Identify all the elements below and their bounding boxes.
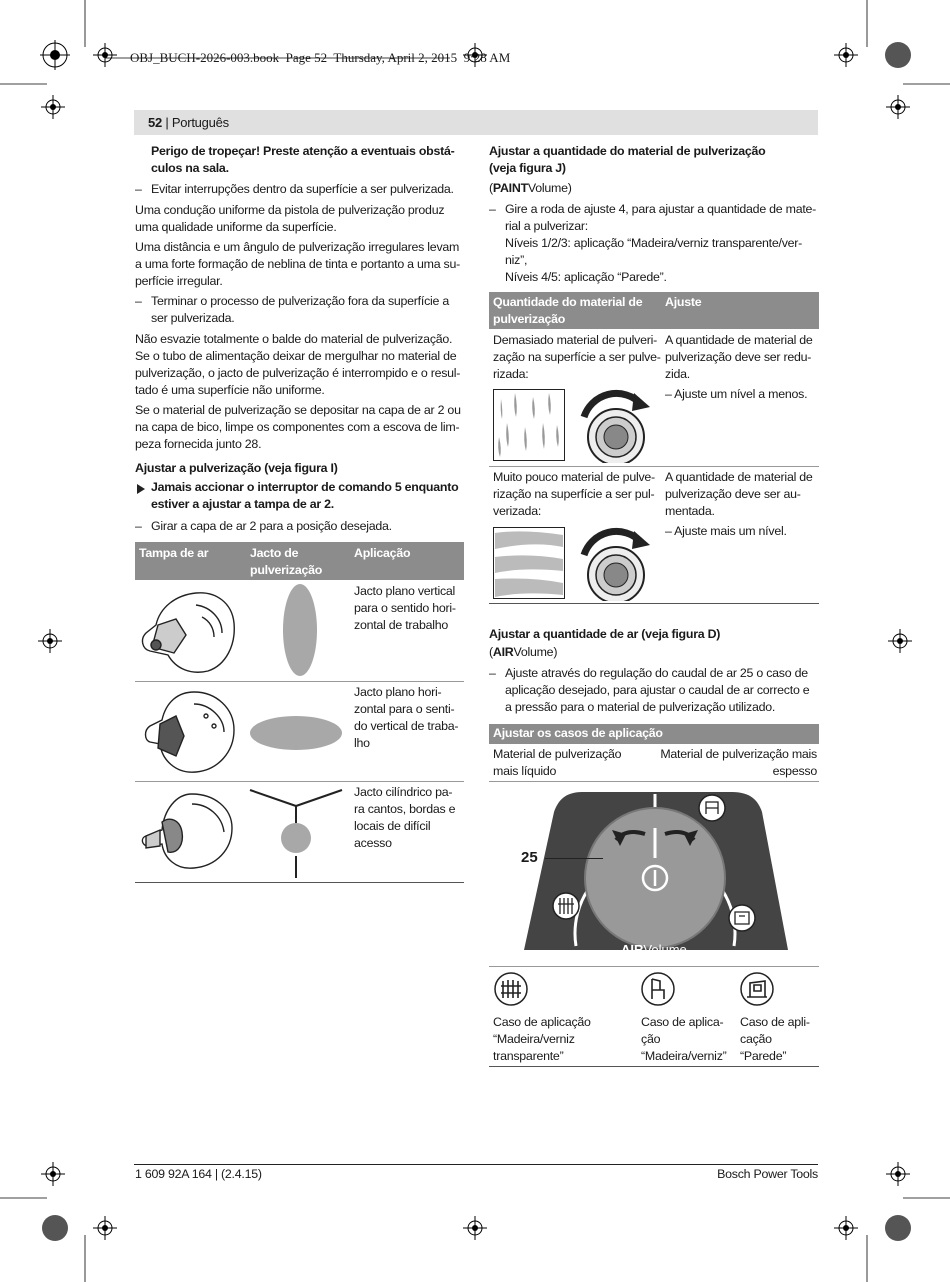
dash-item-r2-text: Ajuste através do regulação do caudal de ar 25 o caso de aplicação desejado, para ajustar o caudal de ar correcto e a pressão para o material de pulverização utilizado. xyxy=(505,666,810,714)
table-row-3-text: Jacto cilíndrico pa- ra cantos, bordas e locais de difícil acesso xyxy=(354,785,456,850)
paint-row-2-left: Muito pouco material de pulve- rização na superfície a ser pul- verizada: xyxy=(493,470,655,518)
spray-pattern-vertical-icon xyxy=(280,583,320,678)
air-cap-round-icon xyxy=(136,786,240,878)
adjust-wheel-increase-icon xyxy=(576,525,656,601)
dial-label-number: 25 xyxy=(521,849,538,866)
spray-pattern-horizontal-icon xyxy=(248,713,344,753)
para-2: Uma distância e um ângulo de pulverização irregulares levam a uma forte formação de neblina de tinta e portanto a uma su- perfície irregular. xyxy=(135,240,461,288)
row-divider xyxy=(489,781,819,782)
dash-item-3: – xyxy=(135,519,142,533)
para-4: Se o material de pulverização se depositar na capa de ar 2 ou na capa de bico, limpe os componentes com a escova de lim- peza fornecida junto 28. xyxy=(135,403,461,451)
chair-icon xyxy=(640,971,676,1007)
air-cap-vertical-icon xyxy=(136,585,240,677)
adjust-wheel-decrease-icon xyxy=(576,387,656,463)
thinner-material-label: Material de pulverização mais líquido xyxy=(493,747,622,778)
page-header xyxy=(148,114,229,131)
row-divider xyxy=(489,466,819,467)
page-header-bar xyxy=(134,110,818,135)
air-volume-label: (AIRVolume) xyxy=(489,645,558,659)
table-bottom-rule xyxy=(489,1066,819,1067)
dash-item-r1: – xyxy=(489,202,496,216)
table-row-2-text: Jacto plano hori- zontal para o senti- do vertical de traba- lho xyxy=(354,685,459,750)
air-cases-header: Ajustar os casos de aplicação xyxy=(489,724,819,744)
section-heading-air-volume: Ajustar a quantidade de ar (veja figura D) xyxy=(489,627,721,641)
page-number: 52 xyxy=(148,115,162,130)
dash-item-2-text: Terminar o processo de pulverização fora da superfície a ser pulverizada. xyxy=(151,294,449,325)
header-language: Português xyxy=(171,115,229,130)
fence-icon xyxy=(493,971,529,1007)
paint-drips-illustration xyxy=(493,389,565,461)
thicker-material-label: Material de pulverização mais espesso xyxy=(660,747,817,778)
arrow-bullet-icon xyxy=(137,484,145,494)
dash-item-r1-text: Gire a roda de ajuste 4, para ajustar a quantidade de mate- rial a pulverizar: Níveis 1/2/3: aplicação “Madeira/verniz transparente/ver- niz”, Níveis 4/5: aplicação “Parede”. xyxy=(505,202,817,284)
paint-row-2-dash: – Ajuste mais um nível. xyxy=(665,524,787,538)
para-1: Uma condução uniforme da pistola de pulverização produz uma qualidade uniforme da superfície. xyxy=(135,203,445,234)
dash-item-2: – xyxy=(135,294,142,308)
air-cap-horizontal-icon xyxy=(136,686,240,778)
footer-rule xyxy=(134,1164,818,1165)
slug-line: OBJ_BUCH-2026-003.book Page 52 Thursday, April 2, 2015 9:28 AM xyxy=(130,50,511,65)
row-divider xyxy=(135,781,464,782)
arrow-warning: Jamais accionar o interruptor de comando 5 enquanto estiver a ajustar a tampa de ar 2. xyxy=(151,480,459,511)
footer-brand: Bosch Power Tools xyxy=(717,1167,818,1181)
spray-pattern-round-icon xyxy=(248,788,344,880)
table-bottom-rule xyxy=(489,603,819,604)
wall-icon xyxy=(739,971,775,1007)
section-heading-paint-volume: Ajustar a quantidade do material de pulverização (veja figura J) xyxy=(489,144,766,175)
dash-item-3-text: Girar a capa de ar 2 para a posição desejada. xyxy=(151,519,392,533)
paint-volume-label: (PAINTVolume) xyxy=(489,181,572,195)
header-sep: | xyxy=(165,115,172,130)
case-wood-varnish: Caso de aplica- ção “Madeira/verniz” xyxy=(641,1015,727,1063)
thin-coat-illustration xyxy=(493,527,565,599)
dash-item-1-text: Evitar interrupções dentro da superfície a ser pulverizada. xyxy=(151,182,454,196)
table-bottom-rule xyxy=(135,882,464,883)
case-wall: Caso de apli- cação “Parede” xyxy=(740,1015,810,1063)
air-volume-dial xyxy=(520,786,790,956)
warning-text: Perigo de tropeçar! Preste atenção a eventuais obstá- culos na sala. xyxy=(151,144,455,175)
case-wood-varnish-clear: Caso de aplicação “Madeira/verniz transparente” xyxy=(493,1015,591,1063)
dial-pointer-line xyxy=(545,858,603,859)
paint-row-2-right: A quantidade de material de pulverização deve ser au- mentada. xyxy=(665,470,813,518)
paint-row-1-right: A quantidade de material de pulverização deve ser redu- zida. xyxy=(665,333,813,381)
footer-doc-id: 1 609 92A 164 | (2.4.15) xyxy=(135,1167,262,1181)
paint-row-1-dash: – Ajuste um nível a menos. xyxy=(665,387,808,401)
dial-caption: AIRVolume xyxy=(621,942,687,957)
air-cap-table-header: Tampa de ar Jacto de pulverização Aplicação xyxy=(135,542,464,580)
dash-item-1: – xyxy=(135,182,142,196)
paint-row-1-left: Demasiado material de pulveri- zação na superfície a ser pulve- rizada: xyxy=(493,333,661,381)
dash-item-r2: – xyxy=(489,666,496,680)
para-3: Não esvazie totalmente o balde do material de pulverização. Se o tubo de alimentação deixar de mergulhar no material de pulverização, o jacto de pulverização é interrompido e o resul- tado é uma superfície não uniforme. xyxy=(135,332,461,397)
row-divider xyxy=(489,966,819,967)
section-heading-spray: Ajustar a pulverização (veja figura I) xyxy=(135,461,338,475)
paint-table-header: Quantidade do material de pulverização Ajuste xyxy=(489,292,819,329)
table-row-1-text: Jacto plano vertical para o sentido hori- zontal de trabalho xyxy=(354,584,456,632)
row-divider xyxy=(135,681,464,682)
